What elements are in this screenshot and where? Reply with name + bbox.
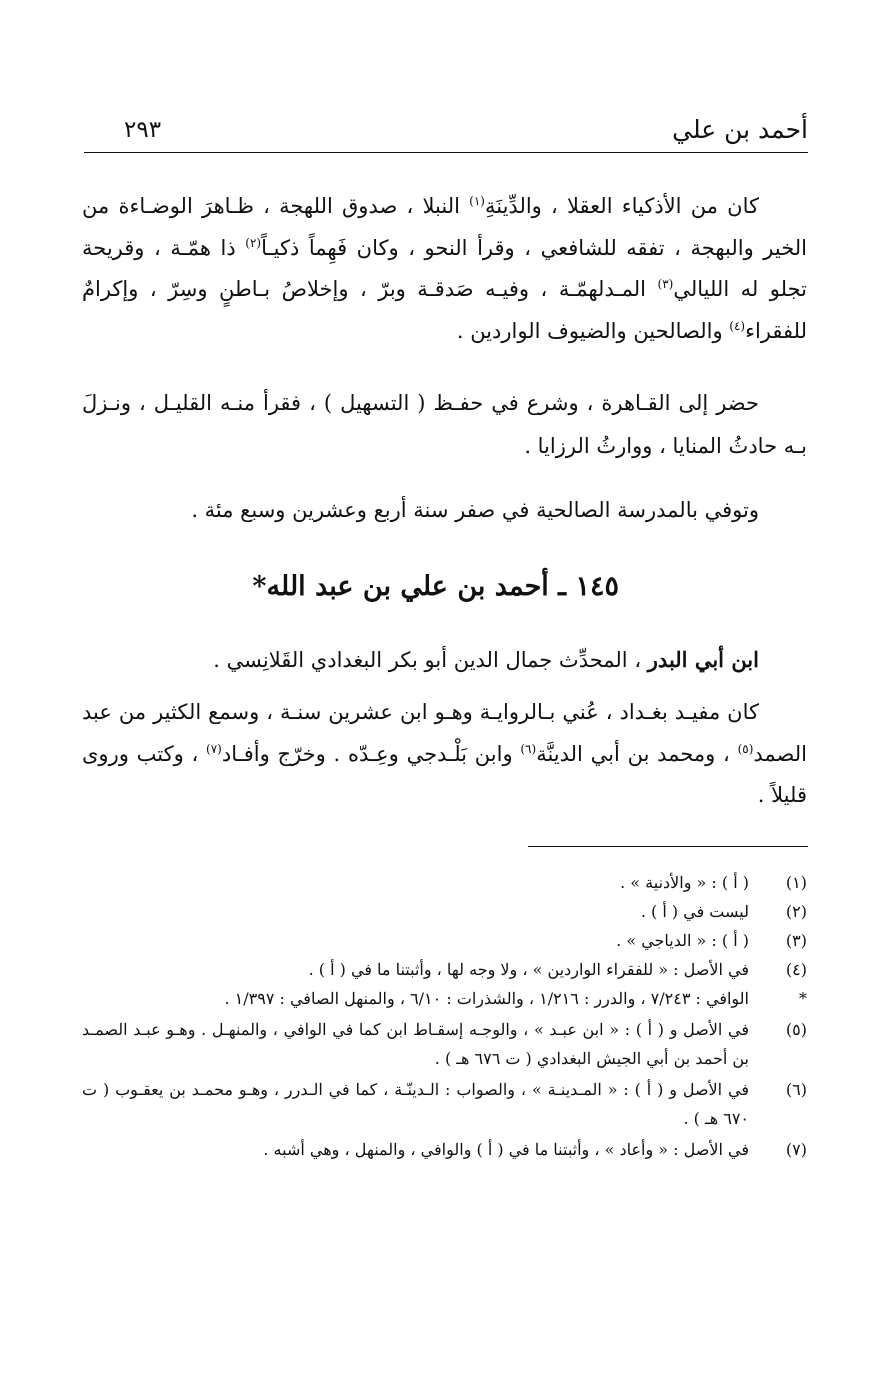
footnote-ref-7: (٧) [206, 741, 222, 756]
text-segment: والصالحين والضيوف الواردين . [456, 318, 730, 343]
footnote-separator [528, 846, 808, 847]
footnote-item [82, 897, 807, 926]
footnote-ref-5: (٥) [737, 741, 754, 756]
footnote-number: (٣) [785, 931, 807, 950]
footnote-text: الوافي : ٧/٢٤٣ ، والدرر : ١/٢١٦ ، والشذرات : ٦/١٠ ، والمنهل الصافي : ١/٣٩٧ . [224, 989, 749, 1008]
entry-subtitle [82, 640, 807, 680]
footnote-item [82, 1135, 807, 1164]
footnote-number: (١) [785, 873, 807, 892]
page-header [84, 113, 808, 153]
running-title: أحمد بن علي [672, 115, 808, 144]
paragraph-biography [82, 186, 807, 352]
text-segment: ، ومحمد بن أبي الدينَّة [536, 741, 738, 766]
paragraph-cairo: حضر إلى القـاهرة ، وشرع في حفـظ ( التسهيل ) ، فقرأ منـه القليـل ، ونـزلَ بـه حادثُ المنايا ، ووارثُ الرزايا . [82, 391, 807, 458]
footnote-ref-6: (٦) [520, 741, 537, 756]
footnote-text: في الأصل : « وأعاد » ، وأثبتنا ما في ( أ ) والوافي ، والمنهل ، وهي أشبه . [263, 1140, 749, 1159]
entry-description: ، المحدِّث جمال الدين أبو بكر البغدادي القَلانِسي . [213, 648, 648, 672]
text-segment: النبلا ، صدوق اللهجة ، ظـاهرَ الوضـاءة من الخير والبهجة ، تفقه للشافعي ، وقرأ النحو ، وكان فَهِماً ذكيـاً [82, 194, 807, 260]
entry-heading: ١٤٥ ـ أحمد بن علي بن عبد الله* [252, 571, 619, 602]
footnote-ref-2: (٢) [245, 235, 262, 250]
footnote-text: ( أ ) : « والأدنية » . [620, 873, 749, 892]
footnote-ref-4: (٤) [729, 318, 746, 333]
entry-nickname: ابن أبي البدر [647, 647, 759, 672]
footnote-text: في الأصل : « للفقراء الواردين » ، ولا وجه لها ، وأثبتنا ما في ( أ ) . [308, 960, 749, 979]
footnotes [82, 868, 807, 1164]
footnote-number: (٦) [785, 1080, 807, 1099]
footnote-ref-1: (١) [469, 194, 485, 208]
text-segment: وابن بَلْـدجي وعِـدّه . وخرّج وأفـاد [221, 741, 521, 766]
footnote-number: (٧) [785, 1140, 807, 1159]
footnote-item [82, 1075, 807, 1133]
footnote-text: ( أ ) : « الدياجي » . [616, 931, 749, 950]
text-segment: ، وكتب وروى قليلاً . [82, 741, 807, 807]
header-rule [84, 152, 808, 153]
footnote-item [82, 1015, 807, 1073]
footnote-item [82, 926, 807, 955]
footnote-text: في الأصل و ( أ ) : « ابن عبـد » ، والوجـه إسقـاط ابن كما في الوافي ، والمنهـل . وهـو عبـد الصمـد بن أحمد بن أبي الجيش البغدادي ( ت ٦٧٦ هـ ) . [82, 1020, 749, 1068]
footnote-number: (٤) [785, 960, 807, 979]
text-segment: كان مفيـد بغـداد ، عُني بـالروايـة وهـو ابن عشرين سنـة ، وسمع الكثير من عبد الصمد [82, 700, 807, 766]
footnote-number: (٢) [785, 902, 807, 921]
footnote-source-mark: * [799, 989, 807, 1008]
footnote-ref-3: (٣) [657, 277, 674, 291]
footnote-text: ليست في ( أ ) . [640, 902, 749, 921]
footnote-item [82, 868, 807, 897]
page-number: ٢٩٣ [124, 117, 162, 143]
footnote-text: في الأصل و ( أ ) : « المـدينـة » ، والصواب : الـدينّـة ، كما في الـدرر ، وهـو محمـد بن يعقـوب ( ت ٦٧٠ هـ ) . [82, 1080, 749, 1128]
text-segment: كان من الأذكياء العقلا ، والدِّينَةِ [484, 194, 759, 218]
paragraph-entry-bio [82, 692, 807, 817]
footnote-item [82, 984, 807, 1013]
text-segment: ذا همّـة ، وقريحة تجلو له الليالي [82, 235, 808, 301]
text-segment: المـدلهمّـة ، وفيـه صَدقـة وبرّ ، وإخلاصُ بـاطنٍ وسِرّ ، وإكرامٌ للفقراء [82, 277, 807, 343]
footnote-item [82, 955, 807, 984]
footnote-number: (٥) [785, 1020, 807, 1039]
paragraph-death: وتوفي بالمدرسة الصالحية في صفر سنة أربع وعشرين وسبع مئة . [191, 498, 759, 522]
